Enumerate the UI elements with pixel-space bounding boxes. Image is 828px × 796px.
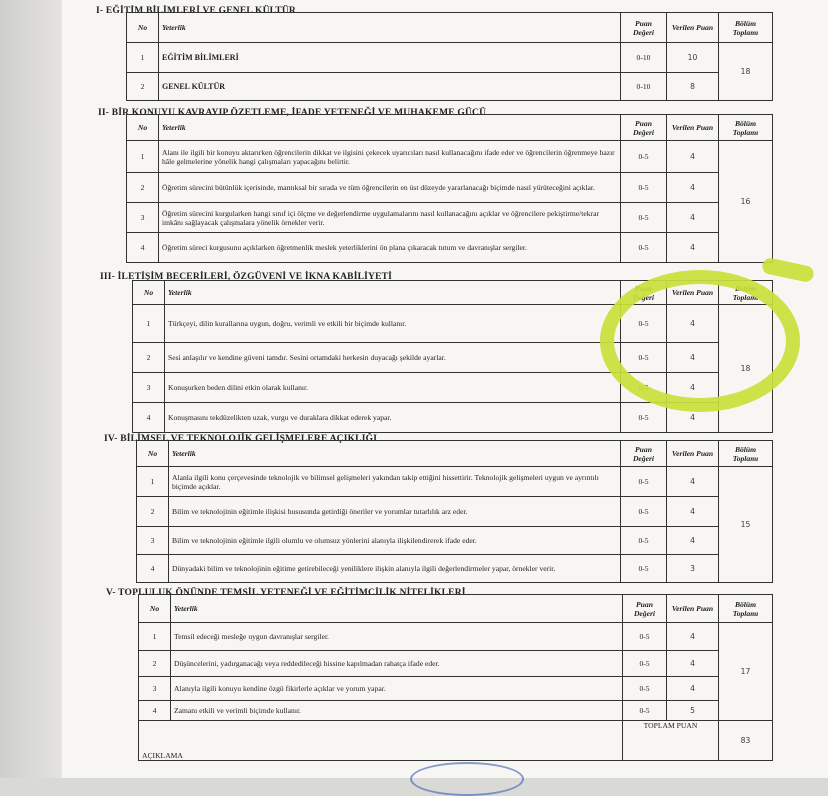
table-row <box>139 651 773 677</box>
header-puan-degeri: Puan Değeri <box>621 115 667 141</box>
row-number: 4 <box>127 233 159 263</box>
stamp <box>410 762 524 796</box>
score-range: 0-5 <box>621 555 667 583</box>
header-no: No <box>139 595 171 623</box>
header-puan-degeri: Puan Değeri <box>621 281 667 305</box>
header-puan-degeri: Puan Değeri <box>623 595 667 623</box>
highlight-circle <box>600 270 800 412</box>
header-puan-degeri: Puan Değeri <box>621 13 667 43</box>
table-row <box>127 203 773 233</box>
criterion-text: Sesi anlaşılır ve kendine güveni tamdır. Sesini ortamdaki herkesin duyacağı şekilde ayarlar. <box>165 343 621 373</box>
table-header <box>139 595 773 623</box>
table-row <box>137 555 773 583</box>
score-range: 0-5 <box>623 677 667 701</box>
table-row <box>127 173 773 203</box>
row-number: 2 <box>127 73 159 101</box>
header-verilen-puan: Verilen Puan <box>667 115 719 141</box>
row-number: 2 <box>127 173 159 203</box>
section-total: 16 <box>719 141 773 263</box>
header-no: No <box>127 13 159 43</box>
header-yeterlik: Yeterlik <box>159 13 621 43</box>
table-row <box>137 467 773 497</box>
criterion-text: Öğretim süreci kurgusunu açıklarken öğretmenlik meslek yeterliklerini ön plana çıkaracak tutum ve davranışlar sergiler. <box>159 233 621 263</box>
criterion-text: Düşüncelerini, yadırganacağı veya reddedileceği hissine kapılmadan rahatça ifade eder. <box>171 651 623 677</box>
row-number: 2 <box>133 343 165 373</box>
score-range: 0-5 <box>621 467 667 497</box>
section-total: 17 <box>719 623 773 721</box>
score-range: 0-5 <box>621 373 667 403</box>
row-number: 1 <box>127 43 159 73</box>
section-2-table <box>126 114 773 263</box>
score-range: 0-5 <box>621 233 667 263</box>
given-score: 4 <box>667 373 719 403</box>
row-number: 1 <box>133 305 165 343</box>
row-number: 3 <box>133 373 165 403</box>
given-score: 4 <box>667 173 719 203</box>
given-score: 10 <box>667 43 719 73</box>
given-score: 3 <box>667 555 719 583</box>
toplam-puan-value: 83 <box>719 721 773 761</box>
table-row <box>127 73 773 101</box>
criterion-text: GENEL KÜLTÜR <box>159 73 621 101</box>
criterion-text: Bilim ve teknolojinin eğitimle ilişkisi hususunda getirdiği öneriler ve yorumlar tutarlılık arz eder. <box>169 497 621 527</box>
criterion-text: Türkçeyi, dilin kurallarına uygun, doğru, verimli ve etkili bir biçimde kullanır. <box>165 305 621 343</box>
header-yeterlik: Yeterlik <box>159 115 621 141</box>
aciklama-label: AÇIKLAMA <box>139 721 623 761</box>
criterion-text: Zamanı etkili ve verimli biçimde kullanır. <box>171 701 623 721</box>
criterion-text: Bilim ve teknolojinin eğitimle ilgili olumlu ve olumsuz yönlerini alanıyla ilişkilendirerek ifade eder. <box>169 527 621 555</box>
row-number: 1 <box>137 467 169 497</box>
score-range: 0-5 <box>623 701 667 721</box>
score-range: 0-5 <box>621 203 667 233</box>
given-score: 8 <box>667 73 719 101</box>
header-puan-degeri: Puan Değeri <box>621 441 667 467</box>
score-range: 0-5 <box>621 403 667 433</box>
criterion-text: Konuşmasını tekdüzelikten uzak, vurgu ve duraklara dikkat ederek yapar. <box>165 403 621 433</box>
page-shadow <box>0 0 62 778</box>
section-1-title: I- EĞİTİM BİLİMLERİ VE GENEL KÜLTÜR <box>96 6 296 16</box>
criterion-text: Konuşurken beden dilini etkin olarak kullanır. <box>165 373 621 403</box>
score-range: 0-5 <box>621 141 667 173</box>
score-range: 0-5 <box>621 305 667 343</box>
header-verilen-puan: Verilen Puan <box>667 13 719 43</box>
score-range: 0-10 <box>621 73 667 101</box>
toplam-puan-label: TOPLAM PUAN <box>623 721 719 761</box>
table-row <box>127 43 773 73</box>
row-number: 4 <box>137 555 169 583</box>
given-score: 4 <box>667 527 719 555</box>
table-row <box>139 677 773 701</box>
header-no: No <box>127 115 159 141</box>
section-2-title: II- BİR KONUYU KAVRAYIP ÖZETLEME, İFADE YETENEĞİ VE MUHAKEME GÜCÜ <box>98 108 487 118</box>
score-range: 0-5 <box>621 527 667 555</box>
score-range: 0-5 <box>621 497 667 527</box>
table-header <box>137 441 773 467</box>
header-bolum-toplami: Bölüm Toplamı <box>719 595 773 623</box>
criterion-text: Alanı ile ilgili bir konuyu aktarırken öğrencilerin dikkat ve ilgisini çekecek uyarıcıları nasıl kullanacağını ifade eder ve öğrencilerin öğrenmeye hazır hâle gelmelerine yönelik hangi çalışmaları yapacağını belirtir. <box>159 141 621 173</box>
header-no: No <box>133 281 165 305</box>
header-yeterlik: Yeterlik <box>165 281 621 305</box>
table-row <box>137 497 773 527</box>
header-verilen-puan: Verilen Puan <box>667 595 719 623</box>
header-bolum-toplami: Bölüm Toplamı <box>719 13 773 43</box>
given-score: 4 <box>667 623 719 651</box>
row-number: 4 <box>133 403 165 433</box>
score-range: 0-10 <box>621 43 667 73</box>
given-score: 4 <box>667 467 719 497</box>
table-row <box>139 701 773 721</box>
row-number: 3 <box>137 527 169 555</box>
given-score: 4 <box>667 497 719 527</box>
given-score: 4 <box>667 233 719 263</box>
row-number: 1 <box>139 623 171 651</box>
criterion-text: Dünyadaki bilim ve teknolojinin eğitime getirebileceği yeniliklere ilişkin alanıyla ilgili değerlendirmeler yapar, örnekler verir. <box>169 555 621 583</box>
section-5-table <box>138 594 773 761</box>
given-score: 4 <box>667 343 719 373</box>
header-bolum-toplami: Bölüm Toplamı <box>719 281 773 305</box>
table-row <box>127 233 773 263</box>
criterion-text: Öğretim sürecini kurgularken hangi sınıf içi ölçme ve değerlendirme uygulamalarını nasıl kullanacağını açıklar ve öğrencilere pekiştirme/tekrar imkânı sağlayacak çalışmalara yönelik örnekler verir. <box>159 203 621 233</box>
criterion-text: Alanıyla ilgili konuyu kendine özgü fikirlerle açıklar ve yorum yapar. <box>171 677 623 701</box>
footer-row <box>139 721 773 761</box>
row-number: 2 <box>139 651 171 677</box>
header-no: No <box>137 441 169 467</box>
header-bolum-toplami: Bölüm Toplamı <box>719 115 773 141</box>
given-score: 4 <box>667 651 719 677</box>
section-total: 18 <box>719 43 773 101</box>
given-score: 4 <box>667 677 719 701</box>
section-5-title: V- TOPLULUK ÖNÜNDE TEMSİL YETENEĞİ VE EĞİTİMCİLİK NİTELİKLERİ <box>106 588 466 598</box>
table-row <box>137 527 773 555</box>
row-number: 4 <box>139 701 171 721</box>
section-4-table <box>136 440 773 583</box>
section-1-table <box>126 12 773 101</box>
criterion-text: EĞİTİM BİLİMLERİ <box>159 43 621 73</box>
row-number: 2 <box>137 497 169 527</box>
table-header <box>127 115 773 141</box>
criterion-text: Temsil edeceği mesleğe uygun davranışlar sergiler. <box>171 623 623 651</box>
header-verilen-puan: Verilen Puan <box>667 281 719 305</box>
row-number: 1 <box>127 141 159 173</box>
given-score: 5 <box>667 701 719 721</box>
criterion-text: Öğretim sürecini bütünlük içerisinde, mantıksal bir sırada ve tüm öğrencilerin en üst düzeyde yararlanacağı biçimde nasıl yürüteceğini açıklar. <box>159 173 621 203</box>
table-row <box>139 623 773 651</box>
given-score: 4 <box>667 305 719 343</box>
table-row <box>127 141 773 173</box>
table-header <box>127 13 773 43</box>
row-number: 3 <box>127 203 159 233</box>
score-range: 0-5 <box>623 623 667 651</box>
score-range: 0-5 <box>621 343 667 373</box>
section-4-title: IV- BİLİMSEL VE TEKNOLOJİK GELİŞMELERE AÇIKLIĞI <box>104 434 378 444</box>
row-number: 3 <box>139 677 171 701</box>
score-range: 0-5 <box>621 173 667 203</box>
header-yeterlik: Yeterlik <box>169 441 621 467</box>
section-3-title: III- İLETİŞİM BECERİLERİ, ÖZGÜVENİ VE İKNA KABİLİYETİ <box>100 272 393 282</box>
section-total: 18 <box>719 305 773 433</box>
criterion-text: Alanla ilgili konu çerçevesinde teknolojik ve bilimsel gelişmeleri yakından takip ettiğini hissettirir. Teknolojik gelişmeleri uygun ve ayrıntılı biçimde açıklar. <box>169 467 621 497</box>
given-score: 4 <box>667 203 719 233</box>
header-verilen-puan: Verilen Puan <box>667 441 719 467</box>
header-yeterlik: Yeterlik <box>171 595 623 623</box>
score-range: 0-5 <box>623 651 667 677</box>
given-score: 4 <box>667 403 719 433</box>
section-total: 15 <box>719 467 773 583</box>
given-score: 4 <box>667 141 719 173</box>
header-bolum-toplami: Bölüm Toplamı <box>719 441 773 467</box>
